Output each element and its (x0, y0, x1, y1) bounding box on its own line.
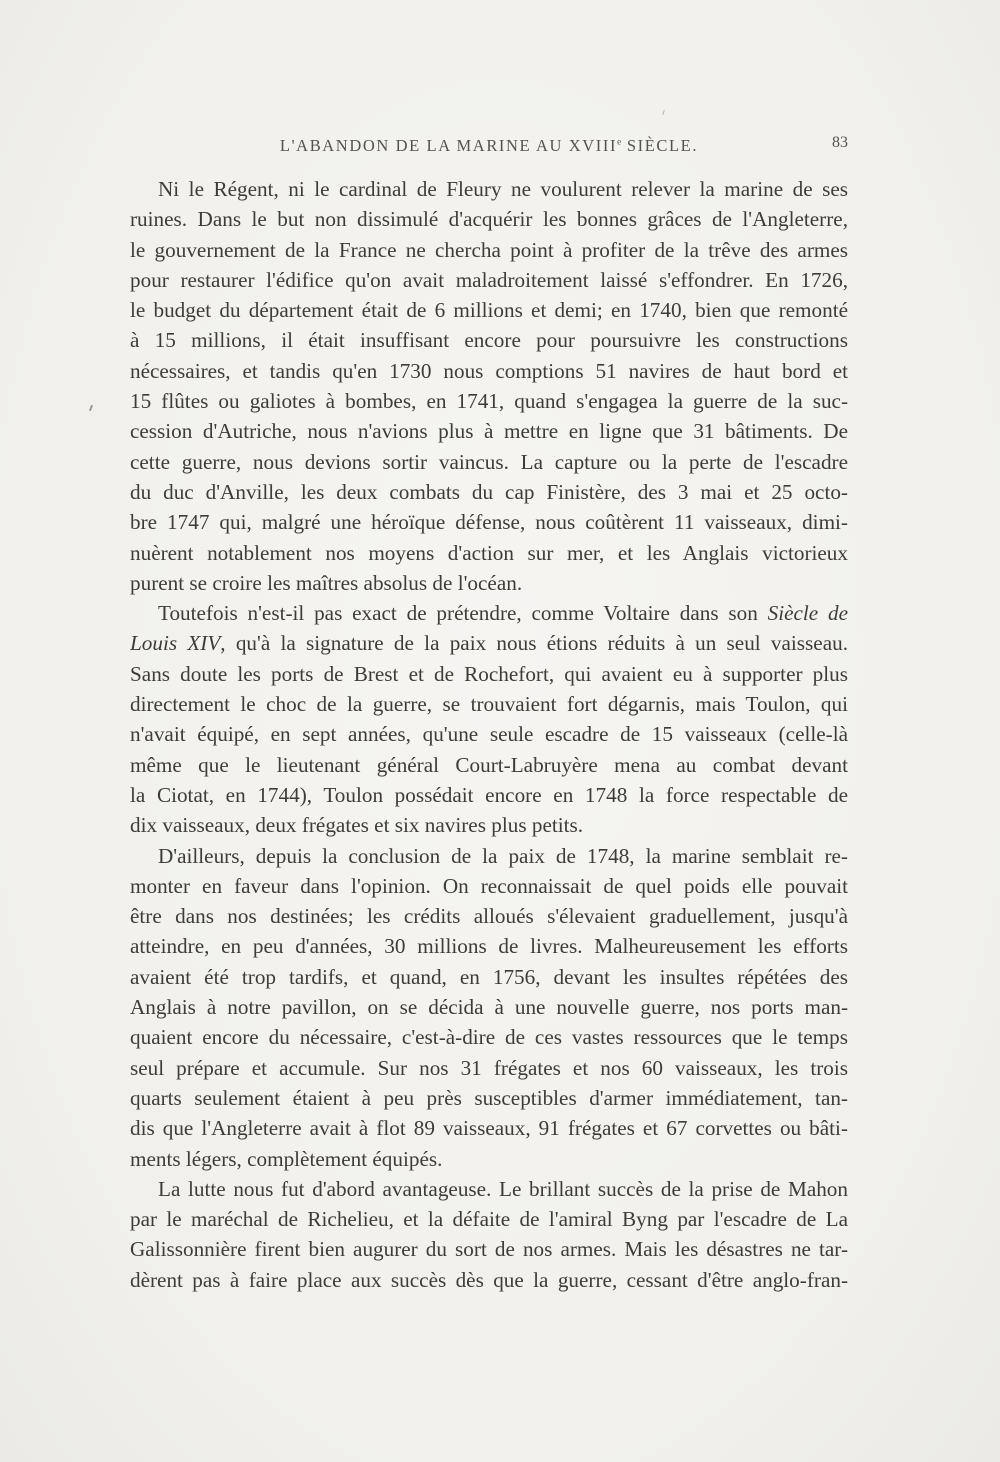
scan-speck (89, 405, 93, 411)
text-line: D'ailleurs, depuis la conclusion de la paix de 1748, la marine semblait re- (158, 843, 848, 868)
paragraph (130, 174, 848, 598)
text-line: monter en faveur dans l'opinion. On reconnaissait de quel poids elle pouvait (130, 873, 848, 898)
text-line: dis que l'Angleterre avait à flot 89 vaisseaux, 91 frégates et 67 corvettes ou bâti- (130, 1116, 848, 1141)
text-line: être dans nos destinées; les crédits alloués s'élevaient graduellement, jusqu'à (130, 904, 848, 929)
text-line: La lutte nous fut d'abord avantageuse. Le brillant succès de la prise de Mahon (158, 1176, 848, 1201)
running-head (130, 130, 848, 156)
running-title (130, 136, 848, 156)
text-line: cette guerre, nous devions sortir vaincus. La capture ou la perte de l'escadre (130, 449, 848, 474)
text-line: purent se croire les maîtres absolus de l'océan. (130, 570, 523, 595)
scan-speck (662, 110, 665, 115)
text-line: Anglais à notre pavillon, on se décida à une nouvelle guerre, nos ports man- (130, 995, 848, 1020)
text-line: dix vaisseaux, deux frégates et six navires plus petits. (130, 813, 584, 838)
text-line: le budget du département était de 6 millions et demi; en 1740, bien que remonté (130, 298, 848, 323)
body-text (130, 174, 848, 1295)
text-line: Ni le Régent, ni le cardinal de Fleury ne voulurent relever la marine de ses (158, 177, 848, 201)
page-number: 83 (832, 134, 848, 151)
text-line: même que le lieutenant général Court-Labruyère mena au combat devant (130, 752, 848, 777)
book-title-italic: Louis XIV (130, 631, 221, 656)
text-line: bre 1747 qui, malgré une héroïque défense, nous coûtèrent 11 vaisseaux, dimi- (130, 510, 848, 535)
paragraph (130, 1174, 848, 1295)
text-line: avaient été trop tardifs, et quand, en 1756, devant les insultes répétées des (130, 964, 848, 989)
text-line: dèrent pas à faire place aux succès dès que la guerre, cessant d'être anglo-fran- (130, 1267, 848, 1292)
text-line: n'avait équipé, en sept années, qu'une seule escadre de 15 vaisseaux (celle-là (130, 722, 848, 747)
text-line: ruines. Dans le but non dissimulé d'acquérir les bonnes grâces de l'Angleterre, (130, 207, 848, 232)
text-line: quaient encore du nécessaire, c'est-à-dire de ces vastes ressources que le temps (130, 1025, 848, 1050)
text-line: 15 flûtes ou galiotes à bombes, en 1741, quand s'engagea la guerre de la suc- (130, 389, 848, 414)
text-line: atteindre, en peu d'années, 30 millions de livres. Malheureusement les efforts (130, 934, 848, 959)
running-title-text: L'ABANDON DE LA MARINE AU XVIII (279, 136, 618, 155)
running-title-text-end: SIÈCLE. (621, 136, 699, 155)
text-line: du duc d'Anville, les deux combats du cap Finistère, des 3 mai et 25 octo- (130, 479, 848, 504)
text-line: la Ciotat, en 1744), Toulon possédait encore en 1748 la force respectable de (130, 782, 848, 807)
text-line (130, 598, 848, 628)
text-line: cession d'Autriche, nous n'avions plus à mettre en ligne que 31 bâtiments. De (130, 419, 848, 444)
text-line: par le maréchal de Richelieu, et la défaite de l'amiral Byng par l'escadre de La (130, 1207, 848, 1232)
text-line: nécessaires, et tandis qu'en 1730 nous comptions 51 navires de haut bord et (130, 358, 848, 383)
text-line: pour restaurer l'édifice qu'on avait maladroitement laissé s'effondrer. En 1726, (130, 267, 848, 292)
book-title-italic: Siècle de (767, 601, 848, 626)
paragraph (130, 841, 848, 1174)
text-line: Sans doute les ports de Brest et de Rochefort, qui avaient eu à supporter plus (130, 661, 848, 686)
paragraph (130, 598, 848, 840)
text-line: le gouvernement de la France ne chercha point à profiter de la trêve des armes (130, 237, 848, 262)
text-line: ments légers, complètement équipés. (130, 1146, 443, 1171)
text-line: à 15 millions, il était insuffisant encore pour poursuivre les constructions (130, 328, 848, 353)
text-line: seul prépare et accumule. Sur nos 31 frégates et nos 60 vaisseaux, les trois (130, 1055, 848, 1080)
text-line: nuèrent notablement nos moyens d'action sur mer, et les Anglais victorieux (130, 540, 848, 565)
text-line: directement le choc de la guerre, se trouvaient fort dégarnis, mais Toulon, qui (130, 692, 848, 717)
text-line: Galissonnière firent bien augurer du sort de nos armes. Mais les désastres ne tar- (130, 1237, 848, 1262)
running-title-superscript: e (617, 136, 622, 147)
text-line (130, 628, 848, 658)
text-run: Toutefois n'est-il pas exact de prétendre, comme Voltaire dans son (158, 601, 768, 626)
text-line: quarts seulement étaient à peu près susceptibles d'armer immédiatement, tan- (130, 1085, 848, 1110)
text-run: , qu'à la signature de la paix nous étions réduits à un seul vaisseau. (220, 631, 848, 656)
